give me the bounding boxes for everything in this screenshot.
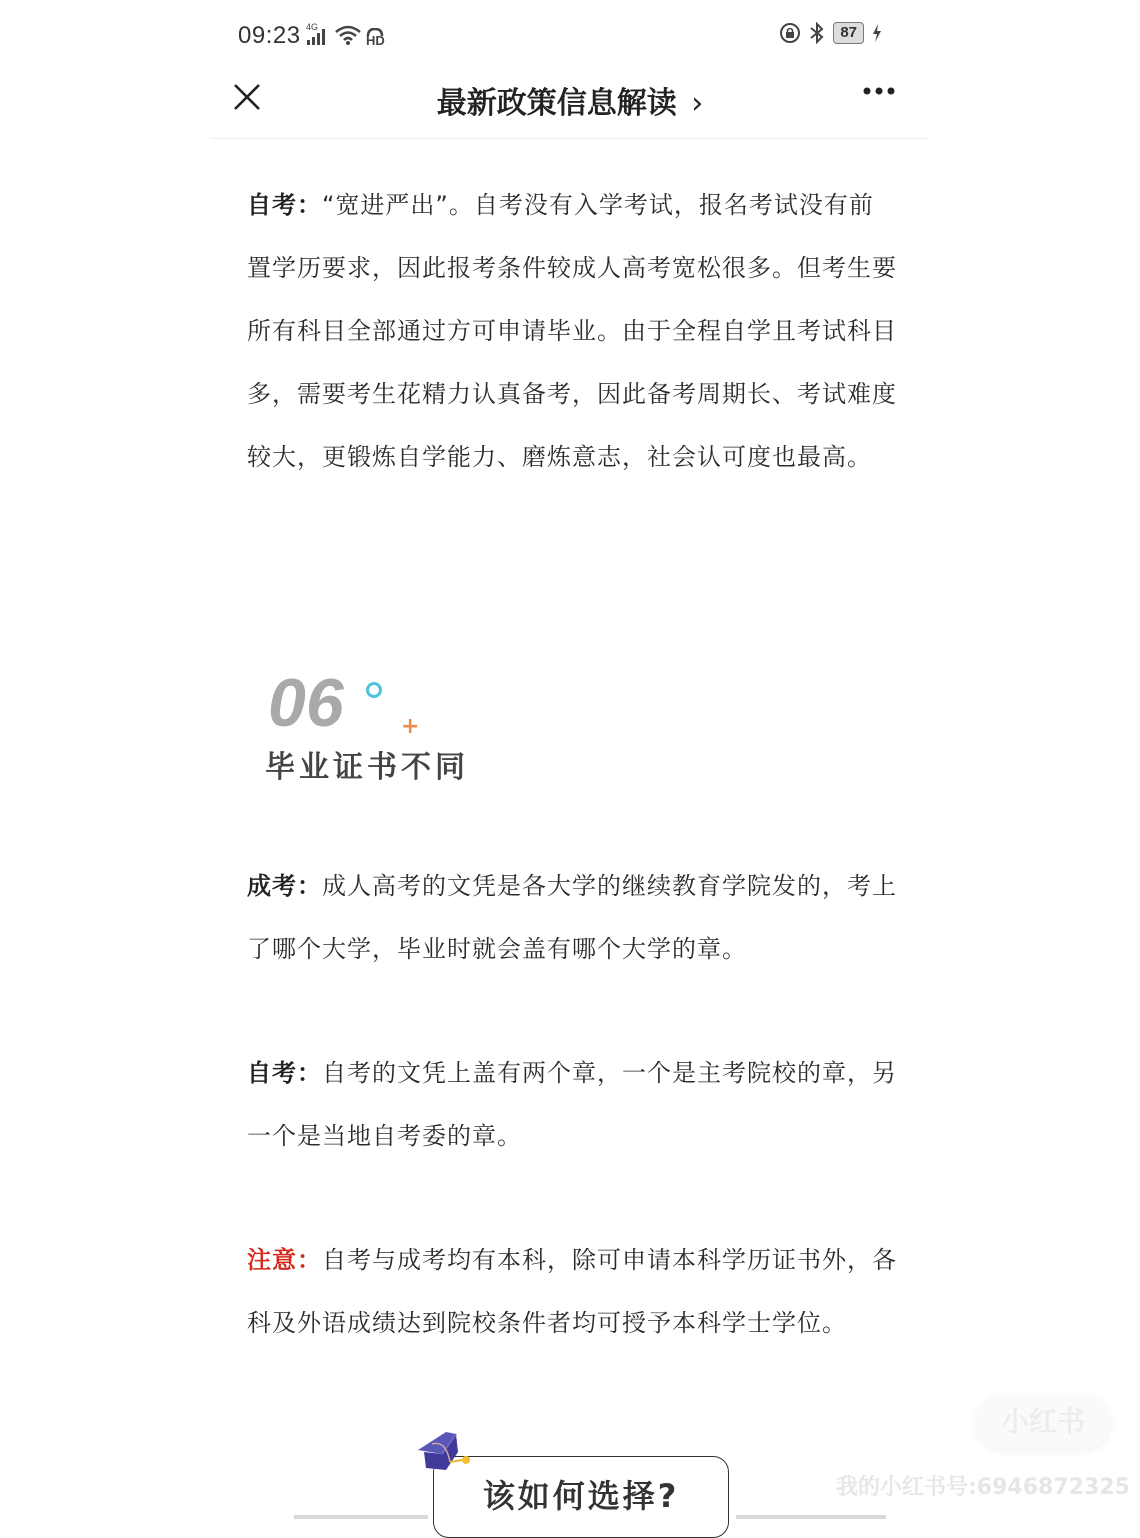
paragraph-lead: 成考： bbox=[247, 872, 322, 900]
network-type: 4G bbox=[306, 22, 319, 32]
divider-bar bbox=[736, 1515, 886, 1519]
wifi-icon bbox=[334, 24, 362, 46]
note-lead: 注意： bbox=[247, 1246, 322, 1274]
more-icon[interactable] bbox=[862, 86, 896, 96]
accent-circle-icon bbox=[366, 682, 382, 698]
status-bar bbox=[210, 18, 910, 56]
paragraph-zikao-admission: 自考：“宽进严出”。自考没有入学考试，报名考试没有前置学历要求，因此报考条件较成人高考宽松很多。但考生要所有科目全部通过方可申请毕业。由于全程自学且考试科目多，需要考生花精力认真备考，因此备考周期长、考试难度较大，更锻炼自学能力、磨炼意志，社会认可度也最高。 bbox=[247, 191, 897, 471]
divider-bar bbox=[294, 1515, 428, 1519]
graduation-cap-icon bbox=[416, 1430, 486, 1474]
paragraph-zikao-certificate: 自考：自考的文凭上盖有两个章，一个是主考院校的章，另一个是当地自考委的章。 bbox=[247, 1059, 897, 1150]
paragraph-lead: 自考： bbox=[247, 191, 322, 219]
hd-voice-icon: HD bbox=[366, 28, 385, 46]
rotation-lock-icon bbox=[779, 22, 801, 44]
accent-plus-icon: + bbox=[401, 714, 420, 739]
xiaohongshu-watermark-text: 我的小红书号:6946872325 bbox=[836, 1475, 1130, 1500]
nav-bar bbox=[210, 60, 930, 139]
bluetooth-icon bbox=[809, 22, 825, 44]
paragraph-note: 注意：自考与成考均有本科，除可申请本科学历证书外，各科及外语成绩达到院校条件者均可授予本科学士学位。 bbox=[247, 1246, 897, 1337]
battery-indicator: 87 bbox=[833, 22, 864, 44]
xiaohongshu-watermark-logo: 小红书 bbox=[976, 1395, 1110, 1449]
section-title: 毕业证书不同 bbox=[265, 750, 469, 785]
how-to-choose-heading: 该如何选择? bbox=[433, 1456, 729, 1538]
status-time: 09:23 bbox=[238, 22, 301, 49]
page-title[interactable]: 最新政策信息解读 › bbox=[436, 86, 704, 121]
charging-icon bbox=[872, 23, 882, 43]
paragraph-chengkao-certificate: 成考：成人高考的文凭是各大学的继续教育学院发的，考上了哪个大学，毕业时就会盖有哪个大学的章。 bbox=[247, 872, 897, 963]
chevron-right-icon: › bbox=[691, 86, 704, 121]
paragraph-lead: 自考： bbox=[247, 1059, 322, 1087]
cellular-signal-icon bbox=[306, 22, 330, 46]
section-number: 06 bbox=[268, 665, 344, 741]
